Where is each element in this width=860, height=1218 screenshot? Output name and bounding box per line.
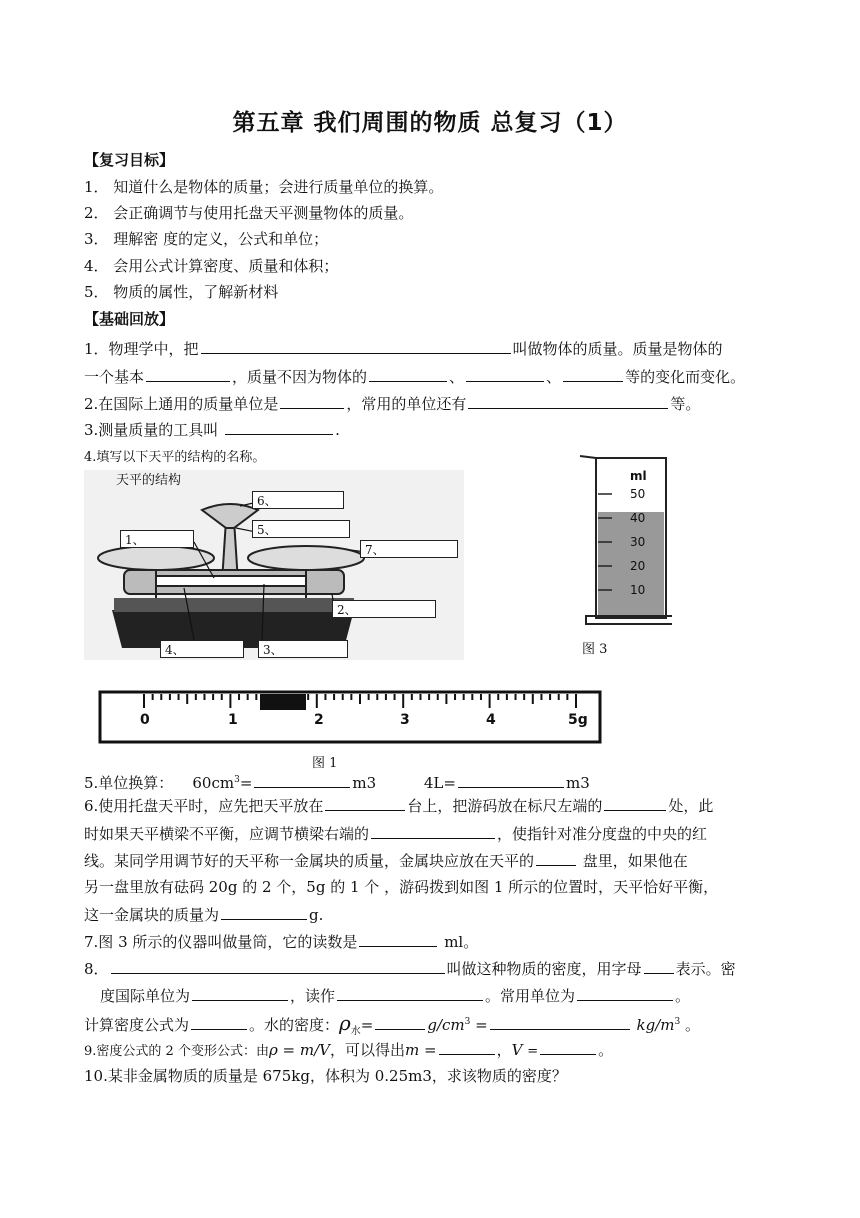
ruler-tick-label: 4 bbox=[486, 712, 496, 728]
q2-blank-2[interactable] bbox=[468, 393, 668, 409]
figure-3-caption: 图 3 bbox=[582, 642, 608, 657]
q8-text: 。 bbox=[685, 1016, 701, 1034]
q2-text: 2.在国际上通用的质量单位是 bbox=[84, 395, 279, 413]
q5-blank-2[interactable] bbox=[458, 772, 564, 788]
ruler-drawing bbox=[98, 690, 604, 746]
q1-blank-3[interactable] bbox=[369, 366, 447, 382]
q1-text: 等的变化而变化。 bbox=[625, 368, 746, 386]
q8-blank-1[interactable] bbox=[111, 958, 445, 974]
q9-text: ，可以得出 bbox=[330, 1041, 406, 1059]
balance-label-5[interactable]: 5、 bbox=[252, 520, 350, 538]
balance-label-3[interactable]: 3、 bbox=[258, 640, 348, 658]
question-1-line-1 bbox=[84, 338, 723, 359]
q6-blank-3[interactable] bbox=[371, 823, 495, 839]
q6-text: 线。某同学用调节好的天平称一金属块的质量，金属块应放在天平的 bbox=[84, 852, 535, 870]
q5-sup: 3 bbox=[234, 775, 240, 785]
ruler-tick-label: 1 bbox=[228, 712, 238, 728]
q8-text: = bbox=[360, 1016, 374, 1034]
question-6-line-2 bbox=[84, 823, 707, 844]
q8-blank-7[interactable] bbox=[375, 1014, 425, 1030]
page-title: 第五章 我们周围的物质 总复习（1） bbox=[232, 110, 628, 136]
q6-blank-1[interactable] bbox=[325, 795, 405, 811]
q5-text: m3 bbox=[565, 774, 590, 792]
goal-item: 5． 物质的属性，了解新材料 bbox=[84, 283, 279, 301]
q8-blank-3[interactable] bbox=[192, 985, 288, 1001]
q8-text: 表示。密 bbox=[675, 960, 736, 978]
ruler-tick-label: 2 bbox=[314, 712, 324, 728]
goals-header: 【复习目标】 bbox=[84, 151, 175, 169]
question-1-line-2 bbox=[84, 366, 745, 387]
q9-blank-1[interactable] bbox=[439, 1039, 495, 1055]
q6-text: 台上，把游码放在标尺左端的 bbox=[407, 797, 603, 815]
q6-blank-2[interactable] bbox=[604, 795, 666, 811]
q8-blank-4[interactable] bbox=[337, 985, 483, 1001]
q5-text: 4L= bbox=[423, 774, 456, 792]
ruler-tick-label: 0 bbox=[140, 712, 150, 728]
q6-blank-4[interactable] bbox=[536, 850, 576, 866]
q6-text: 时如果天平横梁不平衡，应调节横梁右端的 bbox=[84, 825, 370, 843]
goal-item: 3． 理解密 度的定义，公式和单位； bbox=[84, 230, 329, 248]
unit-kg-m3: kg/m bbox=[636, 1016, 675, 1034]
cylinder-figure bbox=[572, 452, 672, 632]
q1-blank-5[interactable] bbox=[563, 366, 623, 382]
question-6-line-5 bbox=[84, 904, 323, 925]
balance-caption: 天平的结构 bbox=[116, 473, 182, 488]
cylinder-tick: 30 bbox=[630, 535, 646, 549]
question-6-line-3 bbox=[84, 850, 688, 871]
q1-text: 1．物理学中，把 bbox=[84, 340, 199, 358]
question-8-line-3 bbox=[84, 1012, 700, 1042]
question-8-line-1 bbox=[84, 958, 736, 979]
q6-text: g. bbox=[309, 906, 324, 924]
q3-blank[interactable] bbox=[225, 419, 333, 435]
q6-blank-5[interactable] bbox=[221, 904, 307, 920]
goal-item: 2． 会正确调节与使用托盘天平测量物体的质量。 bbox=[84, 204, 414, 222]
figure-1-caption: 图 1 bbox=[312, 756, 338, 771]
q5-text: = bbox=[239, 774, 253, 792]
q2-text: 等。 bbox=[670, 395, 701, 413]
q8-blank-6[interactable] bbox=[191, 1014, 247, 1030]
goal-item: 1． 知道什么是物体的质量；会进行质量单位的换算。 bbox=[84, 178, 444, 196]
cylinder-drawing bbox=[572, 452, 672, 632]
ruler-tick-label: 3 bbox=[400, 712, 410, 728]
cylinder-unit: ml bbox=[630, 469, 647, 483]
q9-blank-2[interactable] bbox=[540, 1039, 596, 1055]
q9-text: 。 bbox=[598, 1041, 614, 1059]
ruler-tick-label: 5g bbox=[568, 712, 588, 728]
q8-text: 8． bbox=[84, 960, 109, 978]
water-subscript: 水 bbox=[350, 1026, 361, 1037]
q9-text: 9.密度公式的 2 个变形公式：由 bbox=[84, 1044, 269, 1059]
question-3 bbox=[84, 419, 340, 440]
q2-blank-1[interactable] bbox=[280, 393, 344, 409]
question-4: 4.填写以下天平的结构的名称。 bbox=[84, 450, 266, 465]
q5-blank-1[interactable] bbox=[254, 772, 350, 788]
question-6-line-4: 另一盘里放有砝码 20g 的 2 个，5g 的 1 个 ，游码拨到如图 1 所示的位置时，天平恰好平衡， bbox=[84, 878, 719, 896]
basics-header: 【基础回放】 bbox=[84, 310, 175, 328]
q8-text: = bbox=[470, 1016, 488, 1034]
q2-text: ，常用的单位还有 bbox=[346, 395, 467, 413]
balance-label-1[interactable]: 1、 bbox=[120, 530, 194, 548]
question-10: 10.某非金属物质的质量是 675kg，体积为 0.25m3，求该物质的密度？ bbox=[84, 1067, 567, 1085]
q1-text: 、 bbox=[546, 368, 562, 386]
q8-blank-5[interactable] bbox=[577, 985, 673, 1001]
q7-blank[interactable] bbox=[359, 931, 437, 947]
q1-blank-1[interactable] bbox=[201, 338, 511, 354]
question-6-line-1 bbox=[84, 795, 713, 816]
unit-sup: 3 bbox=[464, 1017, 471, 1027]
cylinder-tick: 20 bbox=[630, 559, 646, 573]
q8-text: ，读作 bbox=[290, 987, 336, 1005]
balance-label-7[interactable]: 7、 bbox=[360, 540, 458, 558]
q1-text: 、 bbox=[449, 368, 465, 386]
question-2 bbox=[84, 393, 700, 414]
q3-text: . bbox=[335, 421, 340, 439]
q6-text: ，使指针对准分度盘的中央的红 bbox=[497, 825, 708, 843]
q5-text: 5.单位换算： bbox=[84, 774, 174, 792]
question-9 bbox=[84, 1039, 613, 1062]
q9-text: ， bbox=[496, 1041, 512, 1059]
q8-text: 叫做这种物质的密度，用字母 bbox=[446, 960, 642, 978]
unit-sup: 3 bbox=[674, 1017, 681, 1027]
question-5 bbox=[84, 770, 590, 793]
balance-label-6[interactable]: 6、 bbox=[252, 491, 344, 509]
q8-blank-8[interactable] bbox=[490, 1014, 630, 1030]
q8-blank-2[interactable] bbox=[644, 958, 674, 974]
mass-formula: m = bbox=[405, 1041, 437, 1059]
q6-text: 这一金属块的质量为 bbox=[84, 906, 220, 924]
q8-text: 度国际单位为 bbox=[100, 987, 191, 1005]
q5-text: 60cm bbox=[192, 774, 235, 792]
balance-label-2[interactable]: 2、 bbox=[332, 600, 436, 618]
question-7 bbox=[84, 931, 478, 952]
q7-text: ml。 bbox=[444, 933, 479, 951]
q8-text: 。常用单位为 bbox=[485, 987, 576, 1005]
ruler-figure bbox=[98, 690, 604, 746]
q1-blank-2[interactable] bbox=[146, 366, 230, 382]
q5-text: m3 bbox=[352, 774, 377, 792]
q3-text: 3.测量质量的工具叫 bbox=[84, 421, 219, 439]
q1-text: 叫做物体的质量。质量是物体的 bbox=[512, 340, 723, 358]
q1-text: 一个基本 bbox=[84, 368, 145, 386]
balance-label-4[interactable]: 4、 bbox=[160, 640, 244, 658]
q1-blank-4[interactable] bbox=[466, 366, 544, 382]
volume-symbol: V bbox=[511, 1041, 523, 1059]
q7-text: 7.图 3 所示的仪器叫做量筒，它的读数是 bbox=[84, 933, 358, 951]
q9-text: = bbox=[527, 1044, 539, 1059]
density-formula: ρ = m/V bbox=[268, 1041, 330, 1059]
q6-text: 处，此 bbox=[668, 797, 714, 815]
cylinder-tick: 40 bbox=[630, 511, 646, 525]
rho-symbol: ρ bbox=[339, 1011, 351, 1035]
q1-text: ，质量不因为物体的 bbox=[232, 368, 368, 386]
unit-g-cm3: g/cm bbox=[427, 1016, 465, 1034]
goal-item: 4． 会用公式计算密度、质量和体积； bbox=[84, 257, 339, 275]
q6-text: 盘里，如果他在 bbox=[582, 852, 688, 870]
q8-text: 。 bbox=[675, 987, 691, 1005]
cylinder-tick: 10 bbox=[630, 583, 646, 597]
cylinder-tick: 50 bbox=[630, 487, 646, 501]
q8-text: 计算密度公式为 bbox=[84, 1016, 190, 1034]
q6-text: 6.使用托盘天平时，应先把天平放在 bbox=[84, 797, 324, 815]
q8-text: 。水的密度： bbox=[249, 1016, 340, 1034]
question-8-line-2 bbox=[100, 985, 690, 1006]
